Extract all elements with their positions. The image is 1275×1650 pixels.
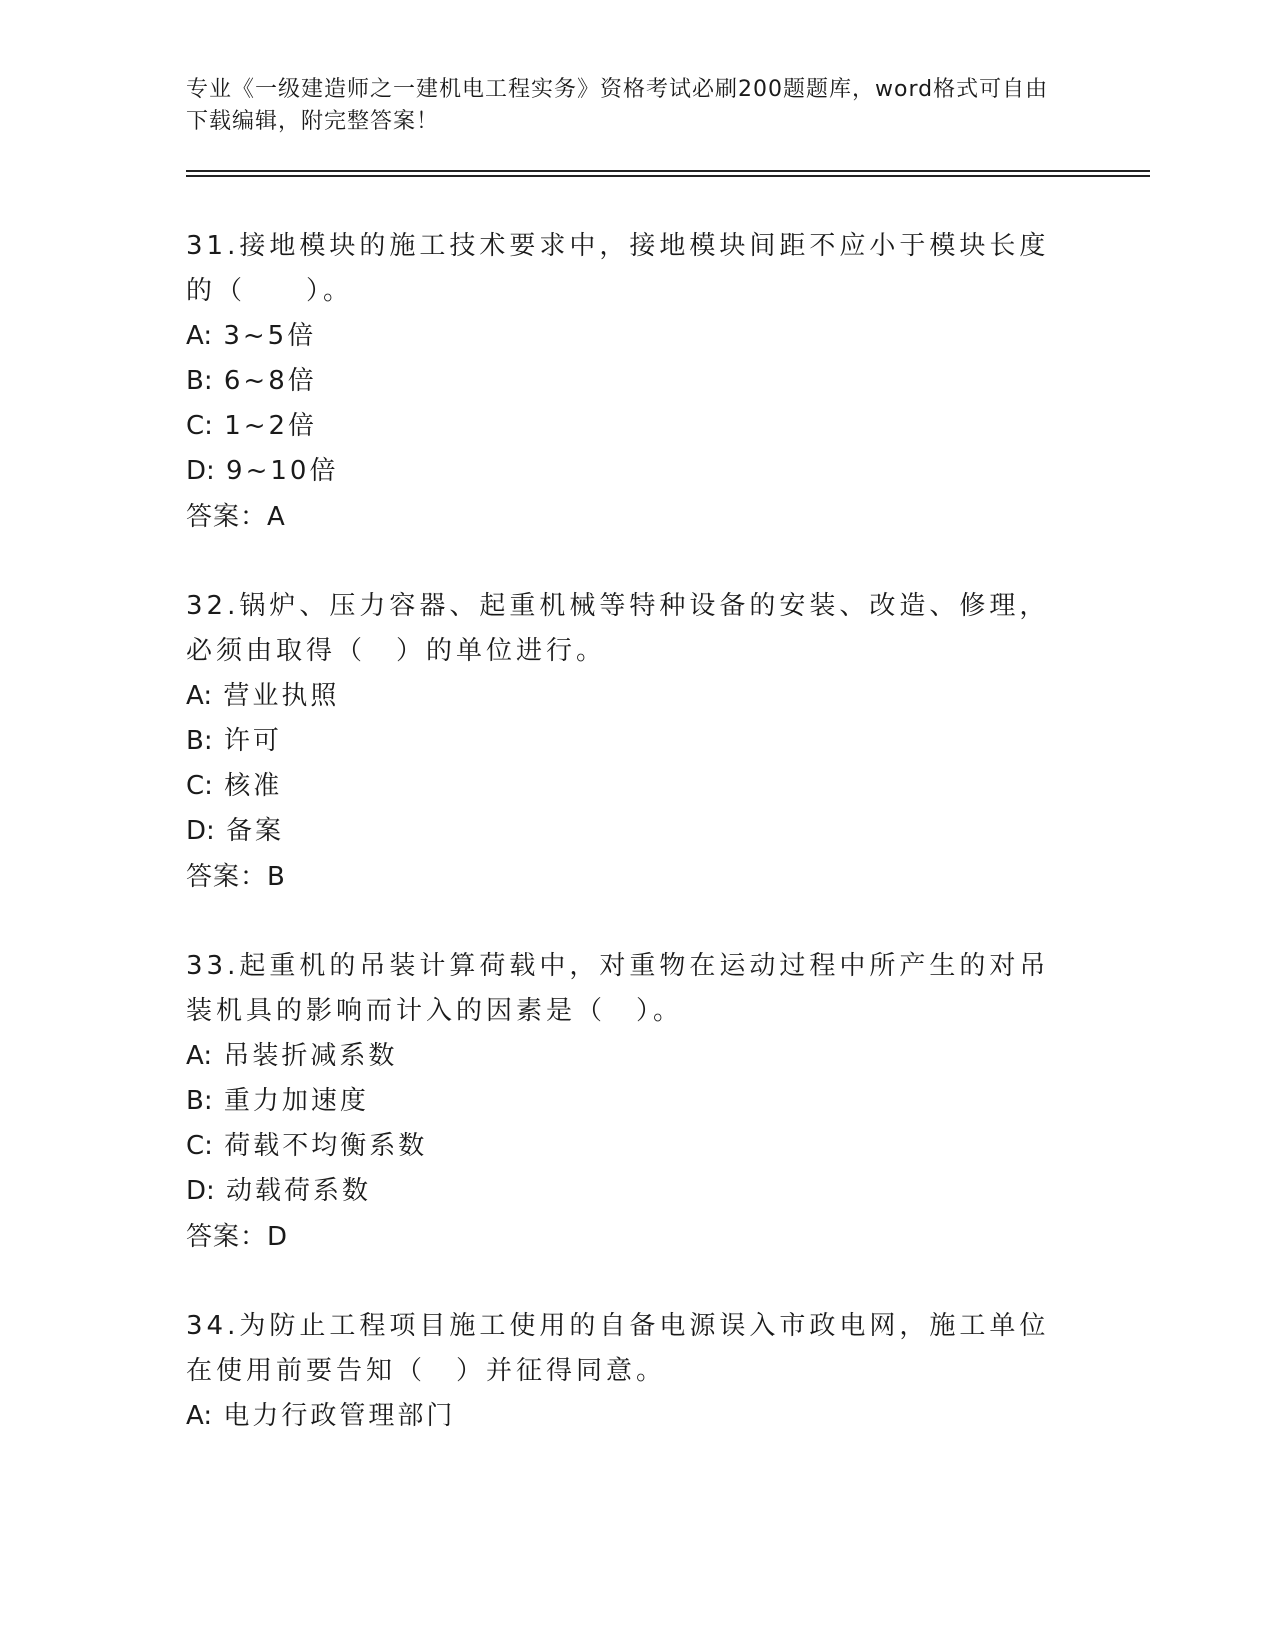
option-d: D: 备案 — [186, 816, 285, 846]
question-32 — [186, 584, 1066, 900]
option-c: C: 核准 — [186, 771, 283, 801]
option-b: B: 6~8倍 — [186, 366, 317, 396]
option-b: B: 重力加速度 — [186, 1086, 369, 1116]
question-stem: 33.起重机的吊装计算荷载中，对重物在运动过程中所产生的对吊装机具的影响而计入的因素是（ ）。 — [186, 951, 1050, 1026]
header-rule-top — [186, 170, 1150, 172]
answer: 答案：A — [186, 502, 286, 532]
document-header: 专业《一级建造师之一建机电工程实务》资格考试必刷200题题库，word格式可自由下载编辑，附完整答案！ — [186, 77, 1049, 134]
option-b: B: 许可 — [186, 726, 282, 756]
option-a: A: 吊装折减系数 — [186, 1041, 398, 1071]
answer: 答案：D — [186, 1222, 289, 1252]
option-d: D: 9~10倍 — [186, 456, 339, 486]
option-c: C: 1~2倍 — [186, 411, 318, 441]
option-a: A: 营业执照 — [186, 681, 340, 711]
question-stem: 31.接地模块的施工技术要求中，接地模块间距不应小于模块长度的（ ）。 — [186, 231, 1050, 306]
question-33 — [186, 944, 1066, 1260]
question-34 — [186, 1304, 1066, 1439]
option-c: C: 荷载不均衡系数 — [186, 1131, 428, 1161]
question-31 — [186, 224, 1066, 540]
option-a: A: 电力行政管理部门 — [186, 1401, 456, 1431]
question-stem: 34.为防止工程项目施工使用的自备电源误入市政电网，施工单位在使用前要告知（ ）并征得同意。 — [186, 1311, 1050, 1386]
option-a: A: 3~5倍 — [186, 321, 317, 351]
answer: 答案：B — [186, 862, 286, 892]
header-rule-bottom — [186, 175, 1150, 177]
question-stem: 32.锅炉、压力容器、起重机械等特种设备的安装、改造、修理，必须由取得（ ）的单位进行。 — [186, 591, 1050, 666]
option-d: D: 动载荷系数 — [186, 1176, 372, 1206]
